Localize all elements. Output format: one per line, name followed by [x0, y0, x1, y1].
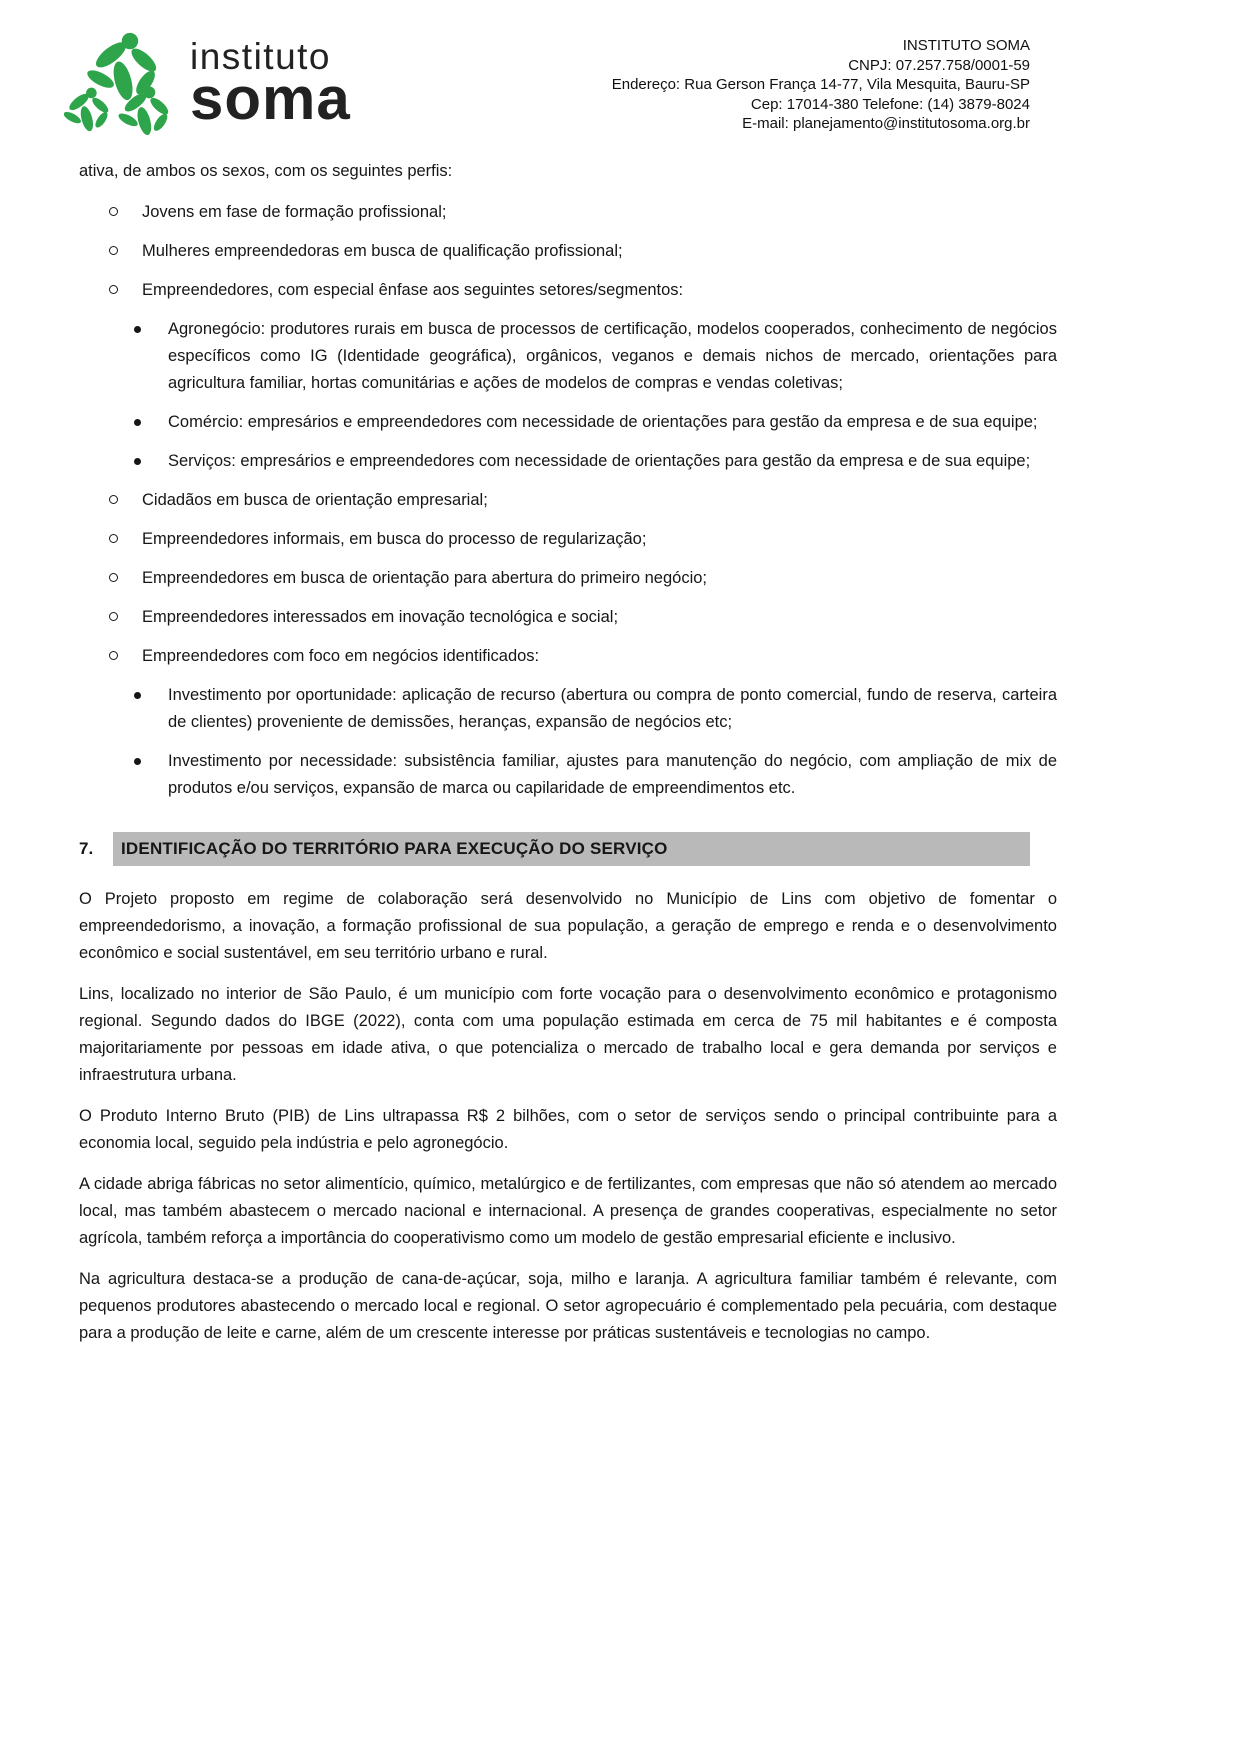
list-item [79, 238, 1057, 265]
document-body [0, 142, 1241, 1347]
disc-bullet-icon [134, 758, 141, 765]
list-item-text: Investimento por necessidade: subsistência familiar, ajustes para manutenção do negócio, com ampliação de mix de produtos e/ou serviços, expansão de marca ou capilaridade de empreendimentos etc. [168, 752, 1057, 797]
list-item-text: Serviços: empresários e empreendedores com necessidade de orientações para gestão da empresa e de sua equipe; [168, 452, 1031, 470]
list-item [79, 604, 1057, 631]
list-item [79, 199, 1057, 226]
paragraph: O Projeto proposto em regime de colaboração será desenvolvido no Município de Lins com objetivo de fomentar o empreendedorismo, a inovação, a formação profissional de sua população, a geração de emprego e renda e o desenvolvimento econômico e social sustentável, em seu território urbano e rural. [79, 890, 1057, 962]
paragraph: O Produto Interno Bruto (PIB) de Lins ultrapassa R$ 2 bilhões, com o setor de serviços sendo o principal contribuinte para a economia local, seguido pela indústria e pelo agronegócio. [79, 1107, 1057, 1152]
paragraph: Na agricultura destaca-se a produção de cana-de-açúcar, soja, milho e laranja. A agricultura familiar também é relevante, com pequenos produtores abastecendo o mercado local e regional. O setor agropecuário é complementado pela pecuária, com destaque para a produção de leite e carne, além de um crescente interesse por práticas sustentáveis e tecnologias no campo. [79, 1270, 1057, 1342]
circle-bullet-icon [109, 246, 118, 255]
list-item [79, 277, 1057, 304]
instituto-soma-logo [64, 30, 351, 142]
section-number: 7. [79, 839, 94, 858]
intro-line: ativa, de ambos os sexos, com os seguintes perfis: [79, 162, 453, 180]
section-title-bar [113, 832, 1030, 866]
logo-wordmark [190, 36, 351, 132]
list-item-text: Empreendedores, com especial ênfase aos seguintes setores/segmentos: [142, 281, 684, 299]
disc-bullet-icon [134, 458, 141, 465]
list-item-text: Empreendedores informais, em busca do processo de regularização; [142, 530, 647, 548]
leaf-people-icon [64, 30, 184, 142]
list-item-text: Empreendedores com foco em negócios identificados: [142, 647, 540, 665]
org-cep-phone: Cep: 17014-380 Telefone: (14) 3879-8024 [750, 95, 1030, 113]
list-item [79, 565, 1057, 592]
list-item-text: Cidadãos em busca de orientação empresarial; [142, 491, 488, 509]
circle-bullet-icon [109, 207, 118, 216]
circle-bullet-icon [109, 495, 118, 504]
circle-bullet-icon [109, 651, 118, 660]
page-header [0, 0, 1241, 142]
circle-bullet-icon [109, 612, 118, 621]
logo-word-soma: soma [190, 65, 351, 132]
disc-bullet-icon [134, 692, 141, 699]
org-cnpj: CNPJ: 07.257.758/0001-59 [848, 56, 1030, 74]
org-email: E-mail: planejamento@institutosoma.org.br [742, 115, 1030, 132]
list-item-text: Agronegócio: produtores rurais em busca de processos de certificação, modelos cooperados, conhecimento de negócios específicos como IG (Identidade geográfica), orgânicos, veganos e demais nichos de mercado, orientações para agricultura familiar, hortas comunitárias e ações de modelos de compras e vendas coletivas; [168, 320, 1057, 392]
list-item [79, 316, 1057, 397]
list-item-text: Empreendedores em busca de orientação para abertura do primeiro negócio; [142, 569, 708, 587]
circle-bullet-icon [109, 534, 118, 543]
org-name: INSTITUTO SOMA [902, 37, 1030, 54]
list-item [79, 748, 1057, 802]
circle-bullet-icon [109, 573, 118, 582]
paragraph: A cidade abriga fábricas no setor alimentício, químico, metalúrgico e de fertilizantes, com empresas que não só atendem ao mercado local, mas também abastecem o mercado nacional e internacional. A presença de grandes cooperativas, especialmente no setor agrícola, também reforça a importância do cooperativismo como um modelo de gestão empresarial eficiente e inclusivo. [79, 1175, 1057, 1247]
disc-bullet-icon [134, 419, 141, 426]
section-heading [79, 832, 1030, 866]
list-item-text: Empreendedores interessados em inovação tecnológica e social; [142, 608, 619, 626]
list-item [79, 487, 1057, 514]
org-info-block [612, 30, 1030, 134]
list-item [79, 682, 1057, 736]
list-item-text: Investimento por oportunidade: aplicação de recurso (abertura ou compra de ponto comercial, fundo de reserva, carteira de clientes) proveniente de demissões, heranças, expansão de negócios etc; [168, 686, 1057, 731]
circle-bullet-icon [109, 285, 118, 294]
logo-word-instituto: instituto [190, 36, 332, 77]
section-title: IDENTIFICAÇÃO DO TERRITÓRIO PARA EXECUÇÃO DO SERVIÇO [121, 839, 668, 858]
list-item-text: Comércio: empresários e empreendedores com necessidade de orientações para gestão da empresa e de sua equipe; [168, 413, 1038, 431]
list-item-text: Mulheres empreendedoras em busca de qualificação profissional; [142, 242, 623, 260]
list-item [79, 409, 1057, 436]
list-item [79, 448, 1057, 475]
paragraph: Lins, localizado no interior de São Paulo, é um município com forte vocação para o desenvolvimento econômico e protagonismo regional. Segundo dados do IBGE (2022), conta com uma população estimada em cerca de 75 mil habitantes e é composta majoritariamente por pessoas em idade ativa, o que potencializa o mercado de trabalho local e gera demanda por serviços e infraestrutura urbana. [79, 985, 1057, 1084]
list-item [79, 526, 1057, 553]
list-item-text: Jovens em fase de formação profissional; [142, 203, 447, 221]
list-item [79, 643, 1057, 670]
org-address: Endereço: Rua Gerson França 14-77, Vila Mesquita, Bauru-SP [611, 76, 1030, 93]
disc-bullet-icon [134, 326, 141, 333]
